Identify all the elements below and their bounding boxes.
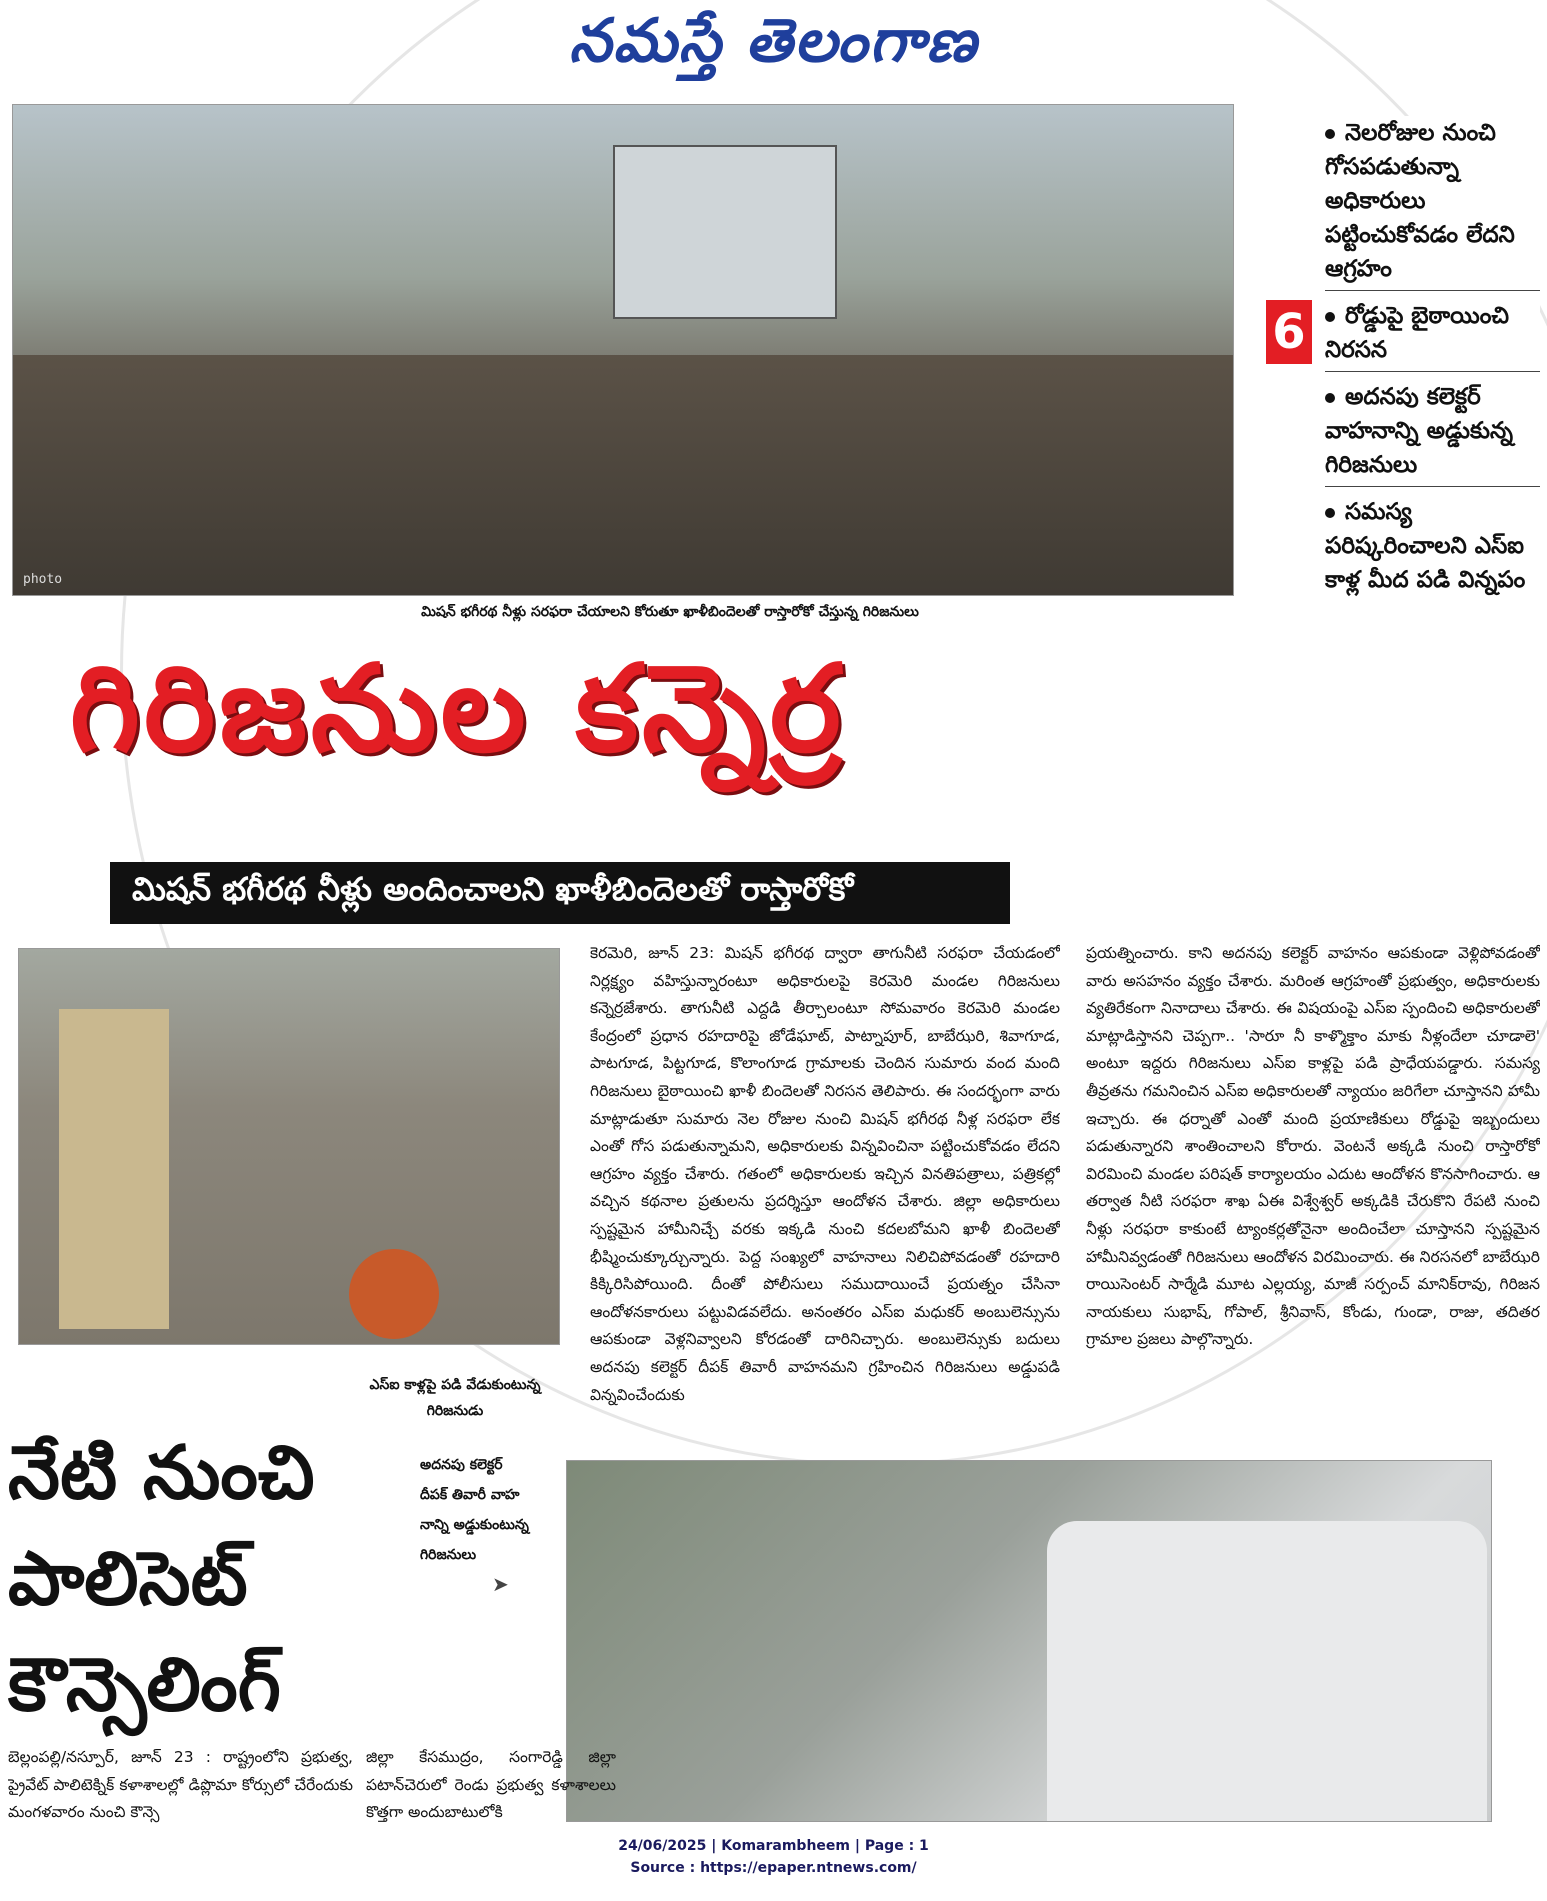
top-photo-caption: మిషన్ భగీరథ నీళ్లు సరఫరా చేయాలని కోరుతూ ఖాళీబిందెలతో రాస్తారోకో చేస్తున్న గిరిజనులు <box>421 604 919 620</box>
story2-column-1: బెల్లంపల్లి/నస్పూర్, జూన్ 23 : రాష్ట్రంలోని ప్రభుత్వ, ప్రైవేట్ పాలిటెక్నిక్ కళాశాలల్లో డిప్లొమా కోర్సులో చేరేందుకు మంగళవారం నుంచి కౌన్సె <box>8 1748 353 1822</box>
footer-date-edition: 24/06/2025 | Komarambheem | Page : 1 <box>618 1838 929 1854</box>
photo3-caption: అదనపు కలెక్టర్ దీపక్ తివారీ వాహ నాన్ని అడ్డుకుంటున్న గిరిజనులు <box>420 1457 529 1563</box>
article-column-1: కెరమెరి, జూన్ 23: మిషన్ భగీరథ ద్వారా తాగునీటి సరఫరా చేయడంలో నిర్లక్ష్యం వహిస్తున్నారంటూ అధికారులపై కెరమెరి మండల గిరిజనులు కన్నెర్రజేశారు. తాగునీటి ఎద్దడి తీర్చాలంటూ సోమవారం కెరమెరి మండల కేంద్రంలో ప్రధాన రహదారిపై జోడేఘాట్, పాట్నాపూర్, బాబేఝరి, శివాగూడ, పాటగూడ, పిట్టగూడ, కొలాంగూడ గ్రామాలకు చెందిన సుమారు వంద మంది గిరిజనులు బైఠాయించి ఖాళీ బిందెలతో నిరసన తెలిపారు. ఈ సందర్భంగా వారు మాట్లాడుతూ సుమారు నెల రోజుల నుంచి మిషన్ భగీరథ నీళ్ల సరఫరా లేక ఎంతో గోస పడుతున్నామని, అధికారులకు విన్నవించినా పట్టించుకోవడం లేదని ఆగ్రహం వ్యక్తం చేశారు. గతంలో అధికారులకు ఇచ్చిన వినతిపత్రాలు, పత్రికల్లో వచ్చిన కథనాల ప్రతులను ప్రదర్శిస్తూ ఆందోళన చేశారు. జిల్లా అధికారులు స్పష్టమైన హామీనిచ్చే వరకు ఇక్కడి నుంచి కదలబోమని ఖాళీ బిందెలతో భీష్మించుక్కూర్చున్నారు. పెద్ద సంఖ్యలో వాహనాలు నిలిచిపోవడంతో రహదారి కిక్కిరిసిపోయింది. దీంతో పోలీసులు సముదాయించే ప్రయత్నం చేసినా ఆందోళనకారులు పట్టువిడవలేదు. అనంతరం ఎస్ఐ మధుకర్ అంబులెన్సును ఆపకుండా వెళ్లనివ్వాలని కోరడంతో దారినిచ్చారు. అంబులెన్సుకు బదులు అదనపు కలెక్టర్ దీపక్ తివారీ వాహనమని గ్రహించిన గిరిజనులు అడ్డుపడి విన్నవించేందుకు <box>590 944 1060 1404</box>
bullet-dot-icon <box>1325 508 1335 518</box>
bullet-dot-icon <box>1325 393 1335 403</box>
sidebar-highlights <box>1325 116 1540 609</box>
main-headline: గిరిజనుల కన్నెర్ర <box>70 640 845 779</box>
sidebar-bullet: రోడ్డుపై బైఠాయించి నిరసన <box>1325 299 1540 372</box>
police-figure-shape <box>59 1009 169 1329</box>
photo-si-feet <box>18 948 560 1345</box>
story2-title: నేటి నుంచి పాలిసెట్ కౌన్సెలింగ్ <box>8 1430 315 1728</box>
car-shape <box>1047 1521 1487 1821</box>
article-column-2: ప్రయత్నించారు. కాని అదనపు కలెక్టర్ వాహనం ఆపకుండా వెళ్లిపోవడంతో వారు అసహనం వ్యక్తం చేశారు. మరింత ఆగ్రహంతో ప్రభుత్వం, అధికారులకు వ్యతిరేకంగా నినాదాలు చేశారు. ఈ విషయంపై ఎస్ఐ స్పందించి అధికారులతో మాట్లాడిస్తానని చెప్పగా.. 'సారూ నీ కాళ్మొక్తాం మాకు నీళ్లందేలా చూడాలె' అంటూ ఇద్దరు గిరిజనులు ఎస్ఐ కాళ్లపై పడి ప్రాధేయపడ్డారు. సమస్య తీవ్రతను గమనించిన ఎస్ఐ అధికారులతో న్యాయం జరిగేలా చూస్తానని హామీ ఇచ్చారు. ఈ ధర్నాతో ఎంతో మంది ప్రయాణికులు రోడ్డుపై ఇబ్బందులు పడుతున్నారని శాంతించాలని కోరారు. వెంటనే అక్కడి నుంచి రాస్తారోకో విరమించి మండల పరిషత్ కార్యాలయం ఎదుట ఆందోళన కొనసాగించారు. ఆ తర్వాత నీటి సరఫరా శాఖ ఏఈ విశ్వేశ్వర్ అక్కడికి చేరుకొని రేపటి నుంచి నీళ్లు సరఫరా కాకుంటే ట్యాంకర్లతోనైనా అందించేలా చూస్తానని స్పష్టమైన హామీనివ్వడంతో గిరిజనులు ఆందోళన విరమించారు. ఈ నిరసనలో బాబేఝరి రాయిసెంటర్ సార్మేడి మూట ఎల్లయ్య, మాజీ సర్పంచ్ మానిక్‌రావు, గిరిజన నాయకులు సుభాష్, గోపాల్, శ్రీనివాస్, కోండు, గుండా, రాజు, తదితర గ్రామాల ప్రజలు పాల్గొన్నారు. <box>1086 944 1540 1349</box>
top-photo <box>12 104 1234 596</box>
sidebar-bullet: సమస్య పరిష్కరించాలని ఎస్ఐ కాళ్ల మీద పడి విన్నపం <box>1325 499 1526 593</box>
page-number-badge: 6 <box>1266 300 1312 364</box>
sub-headline: మిషన్ భగీరథ నీళ్లు అందించాలని ఖాళీబిందెలతో రాస్తారోకో <box>110 862 1010 924</box>
masthead-logo: నమస్తే తెలంగాణ <box>568 6 979 76</box>
sidebar-bullet: నెలరోజుల నుంచి గోసపడుతున్నా అధికారులు పట్టించుకోవడం లేదని ఆగ్రహం <box>1325 116 1540 291</box>
photo2-caption: ఎస్ఐ కాళ్లపై పడి వేడుకుంటున్న గిరిజనుడు <box>369 1377 541 1419</box>
bullet-dot-icon <box>1325 312 1335 322</box>
bus-shape <box>613 145 837 319</box>
sidebar-bullet: అదనపు కలెక్టర్ వాహనాన్ని అడ్డుకున్న గిరిజనులు <box>1325 380 1540 487</box>
crowd-shape <box>13 355 1233 595</box>
top-photo-alt: photo <box>23 572 63 587</box>
arrow-right-icon: ➤ <box>492 1572 509 1596</box>
bullet-dot-icon <box>1325 129 1335 139</box>
story2-column-2: జిల్లా కేసముద్రం, సంగారెడ్డి జిల్లా పటాన్‌చెరులో రెండు ప్రభుత్వ కళాశాలలు కొత్తగా అందుబాటులోకి <box>366 1748 616 1822</box>
photo-collector-vehicle <box>566 1460 1492 1822</box>
footer-source: Source : https://epaper.ntnews.com/ <box>630 1860 917 1876</box>
pot-shape <box>349 1249 439 1339</box>
